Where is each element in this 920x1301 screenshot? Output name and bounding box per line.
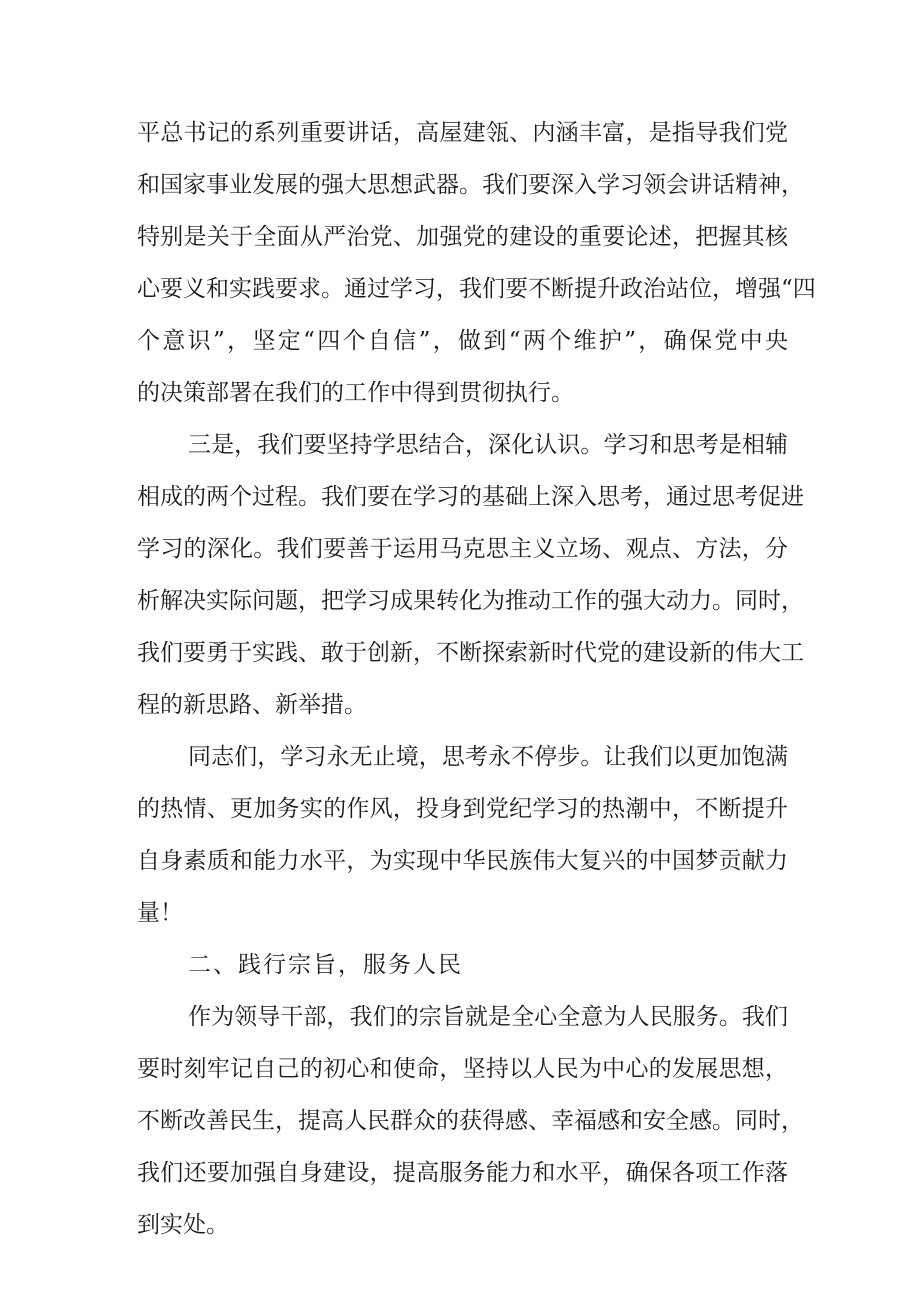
text-line: 同志们，学习永无止境，思考永不停步。让我们以更加饱满 [188,744,788,770]
text-line: 相成的两个过程。我们要在学习的基础上深入思考，通过思考促进 [137,484,804,510]
text-line: 特别是关于全面从严治党、加强党的建设的重要论述，把握其核 [137,224,788,250]
text-line: 作为领导干部，我们的宗旨就是全心全意为人民服务。我们 [188,1004,788,1030]
text-line: 析解决实际问题，把学习成果转化为推动工作的强大动力。同时， [137,588,804,614]
paragraph-study-speech [137,107,816,419]
text-line: 和国家事业发展的强大思想武器。我们要深入学习领会讲话精神， [137,172,804,198]
text-line: 心要义和实践要求。通过学习，我们要不断提升政治站位，增强“四 [137,276,816,302]
text-line: 学习的深化。我们要善于运用马克思主义立场、观点、方法，分 [137,536,788,562]
text-line: 平总书记的系列重要讲话，高屋建瓴、内涵丰富，是指导我们党 [137,120,788,146]
text-line: 我们要勇于实践、敢于创新，不断探索新时代党的建设新的伟大工 [137,640,804,666]
paragraph-serve-people [137,991,804,1251]
text-line: 的热情、更加务实的作风，投身到党纪学习的热潮中，不断提升 [137,796,788,822]
section-heading-text: 二、践行宗旨，服务人民 [188,952,463,978]
section-heading [137,939,788,991]
text-line: 到实处。 [137,1212,229,1238]
paragraph-comrades-call [137,731,788,939]
text-line: 不断改善民生，提高人民群众的获得感、幸福感和安全感。同时， [137,1108,804,1134]
text-line: 的决策部署在我们的工作中得到贯彻执行。 [137,380,574,406]
text-line: 量！ [137,900,183,926]
text-line: 要时刻牢记自己的初心和使命，坚持以人民为中心的发展思想， [137,1056,788,1082]
text-line: 我们还要加强自身建设，提高服务能力和水平，确保各项工作落 [137,1160,788,1186]
text-line: 个意识”，坚定“四个自信”，做到“两个维护”，确保党中央 [137,328,788,354]
text-line: 程的新思路、新举措。 [137,692,367,718]
document-body [137,107,816,1251]
text-line: 自身素质和能力水平，为实现中华民族伟大复兴的中国梦贡献力 [137,848,788,874]
paragraph-study-and-thinking [137,419,804,731]
text-line: 三是，我们要坚持学思结合，深化认识。学习和思考是相辅 [188,432,788,458]
